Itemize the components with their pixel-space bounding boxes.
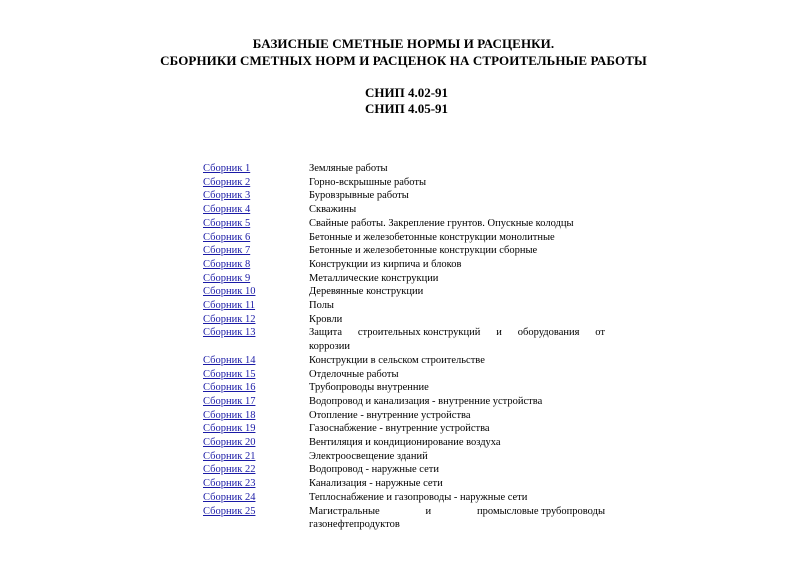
- collection-link[interactable]: Сборник 22: [203, 464, 256, 476]
- collection-row: [203, 354, 605, 368]
- collection-row: [203, 505, 605, 532]
- collection-title: Металлические конструкции: [309, 272, 439, 284]
- collection-row: [203, 368, 605, 382]
- collection-link[interactable]: Сборник 11: [203, 300, 256, 312]
- collection-title-word: Защита: [309, 327, 343, 339]
- collection-row: [203, 244, 605, 258]
- snip-code-2: СНИП 4.05-91: [364, 101, 449, 116]
- collection-link[interactable]: Сборник 8: [203, 258, 251, 270]
- collection-link[interactable]: Сборник 21: [203, 450, 256, 462]
- collection-link[interactable]: Сборник 2: [203, 176, 251, 188]
- collection-row: [203, 162, 605, 176]
- collection-link[interactable]: Сборник 6: [203, 231, 251, 243]
- collection-title: Водопровод и канализация - внутренние устройства: [309, 395, 543, 407]
- collection-link[interactable]: Сборник 15: [203, 368, 256, 380]
- collection-link[interactable]: Сборник 12: [203, 313, 256, 325]
- collection-row: [203, 409, 605, 423]
- collection-title: Полы: [309, 300, 334, 312]
- collection-row: [203, 258, 605, 272]
- collection-row: [203, 299, 605, 313]
- collection-title: Вентиляция и кондиционирование воздуха: [309, 437, 501, 449]
- collection-link[interactable]: Сборник 19: [203, 423, 256, 435]
- collection-title: Канализация - наружные сети: [309, 478, 443, 490]
- collection-row: [203, 395, 605, 409]
- collection-title: Кровли: [309, 313, 343, 325]
- collection-row: [203, 313, 605, 327]
- document-title-line2: СБОРНИКИ СМЕТНЫХ НОРМ И РАСЦЕНОК НА СТРОИТЕЛЬНЫЕ РАБОТЫ: [160, 53, 647, 68]
- collection-title-line2: коррозии: [309, 341, 350, 353]
- collection-row: [203, 176, 605, 190]
- collection-title-word: от: [595, 327, 605, 339]
- collection-title: Бетонные и железобетонные конструкции сборные: [309, 245, 538, 257]
- collection-title: Трубопроводы внутренние: [309, 382, 429, 394]
- collection-title: Водопровод - наружные сети: [309, 464, 439, 476]
- collection-title: [309, 505, 605, 532]
- collection-row: [203, 436, 605, 450]
- collection-row: [203, 285, 605, 299]
- collection-title: Бетонные и железобетонные конструкции монолитные: [309, 231, 555, 243]
- collection-link[interactable]: Сборник 17: [203, 395, 256, 407]
- collection-link[interactable]: Сборник 4: [203, 204, 251, 216]
- collection-link[interactable]: Сборник 16: [203, 382, 256, 394]
- collections-table: [203, 162, 605, 532]
- collection-row: [203, 217, 605, 231]
- collection-link[interactable]: Сборник 7: [203, 245, 251, 257]
- collection-row: [203, 272, 605, 286]
- collection-title-line1: [309, 326, 605, 340]
- collection-link[interactable]: Сборник 24: [203, 491, 256, 503]
- collection-title: [309, 326, 605, 353]
- collection-row: [203, 463, 605, 477]
- document-title-line1: БАЗИСНЫЕ СМЕТНЫЕ НОРМЫ И РАСЦЕНКИ.: [252, 36, 555, 51]
- collection-title: Теплоснабжение и газопроводы - наружные сети: [309, 491, 528, 503]
- collection-link[interactable]: Сборник 14: [203, 354, 256, 366]
- collection-title-line2: газонефтепродуктов: [309, 519, 400, 531]
- snip-code-1: СНИП 4.02-91: [364, 85, 449, 100]
- collection-row: [203, 231, 605, 245]
- collection-row: [203, 326, 605, 353]
- collection-title: Деревянные конструкции: [309, 286, 424, 298]
- collection-row: [203, 491, 605, 505]
- collection-link[interactable]: Сборник 23: [203, 478, 256, 490]
- collection-title-word: оборудования: [517, 327, 580, 339]
- collection-title: Электроосвещение зданий: [309, 450, 428, 462]
- collection-title-word: Магистральные: [309, 505, 380, 517]
- collection-row: [203, 422, 605, 436]
- collection-row: [203, 450, 605, 464]
- collection-link[interactable]: Сборник 10: [203, 286, 256, 298]
- collection-link[interactable]: Сборник 3: [203, 190, 251, 202]
- collection-row: [203, 189, 605, 203]
- collection-row: [203, 203, 605, 217]
- collection-link[interactable]: Сборник 5: [203, 217, 251, 229]
- collection-title: Конструкции из кирпича и блоков: [309, 258, 462, 270]
- collection-title: Отделочные работы: [309, 368, 399, 380]
- collection-title-word: и: [425, 505, 432, 517]
- collection-row: [203, 381, 605, 395]
- collection-title-word: строительных конструкций: [357, 327, 481, 339]
- collection-title-word: и: [496, 327, 502, 339]
- collection-title-line1: [309, 505, 605, 519]
- collection-title: Конструкции в сельском строительстве: [309, 354, 485, 366]
- collection-title: Буровзрывные работы: [309, 190, 409, 202]
- collection-title: Свайные работы. Закрепление грунтов. Опускные колодцы: [309, 217, 574, 229]
- collection-title: Газоснабжение - внутренние устройства: [309, 423, 490, 435]
- collection-link[interactable]: Сборник 9: [203, 272, 251, 284]
- collection-title: Горно-вскрышные работы: [309, 176, 427, 188]
- collection-row: [203, 477, 605, 491]
- collection-link[interactable]: Сборник 20: [203, 437, 256, 449]
- collection-title: Земляные работы: [309, 163, 388, 174]
- collection-link[interactable]: Сборник 1: [203, 163, 251, 174]
- collection-title: Отопление - внутренние устройства: [309, 409, 471, 421]
- collection-link[interactable]: Сборник 25: [203, 505, 256, 517]
- collection-link[interactable]: Сборник 13: [203, 327, 256, 339]
- collection-link[interactable]: Сборник 18: [203, 409, 256, 421]
- collection-title: Скважины: [309, 204, 357, 216]
- collection-title-word: промысловые трубопроводы: [477, 505, 605, 517]
